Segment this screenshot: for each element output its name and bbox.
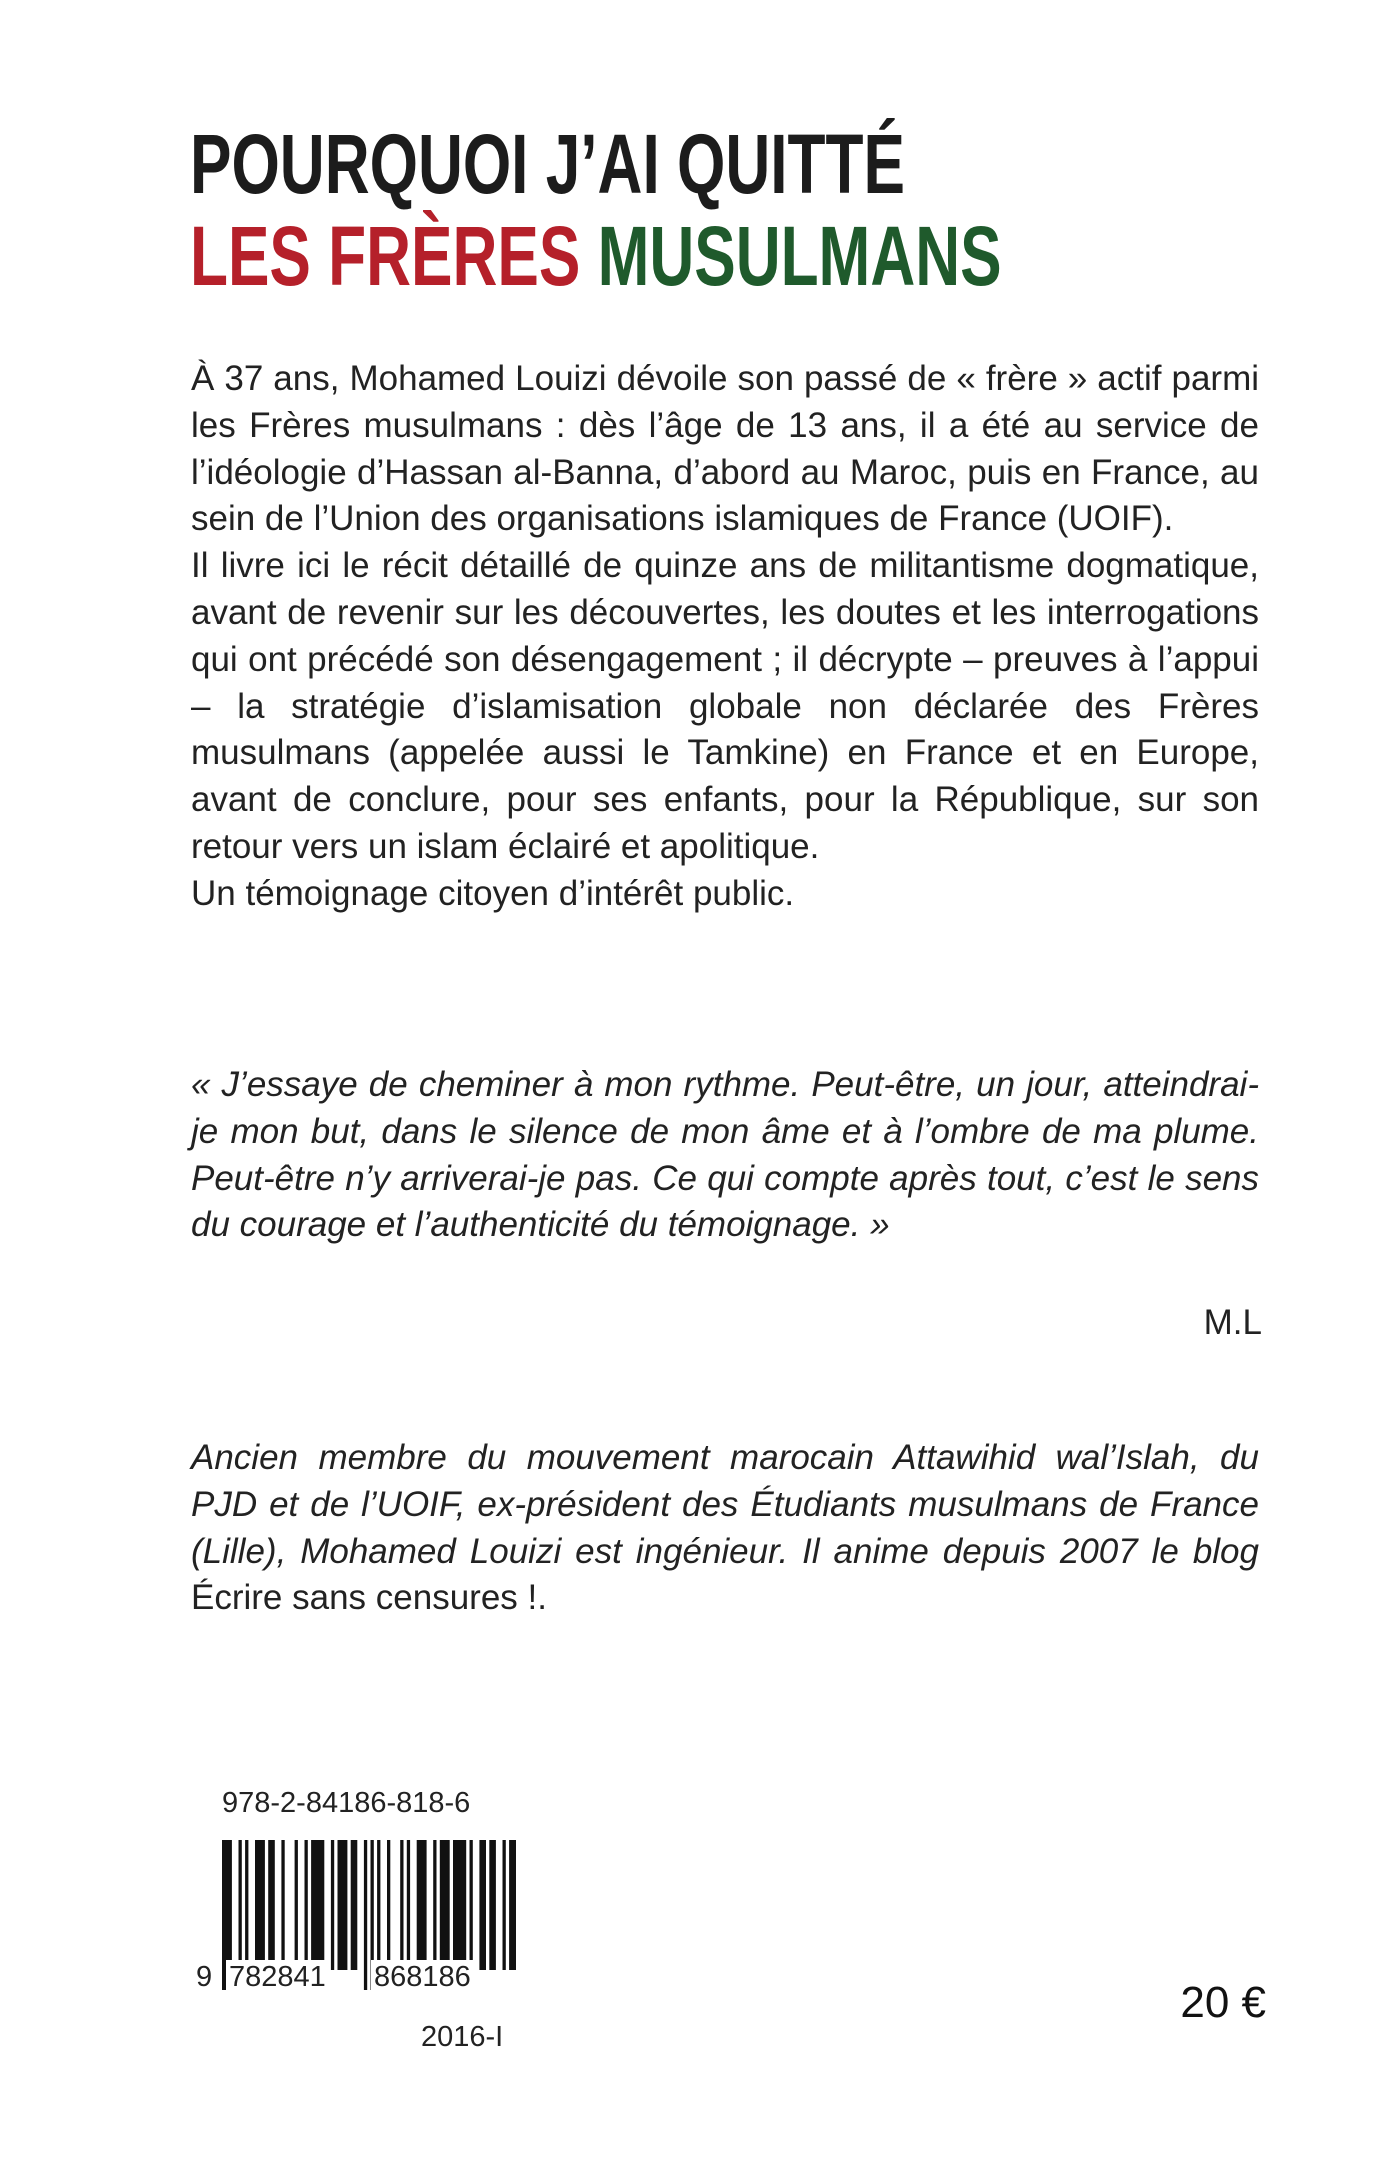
barcode-bar bbox=[387, 1840, 390, 1970]
barcode-bar bbox=[407, 1840, 410, 1970]
barcode-bar bbox=[440, 1840, 450, 1970]
title-green-part: MUSULMANS bbox=[597, 209, 1002, 303]
barcode-bar bbox=[503, 1840, 506, 1970]
barcode-bar bbox=[489, 1840, 496, 1970]
barcode-bar bbox=[417, 1840, 427, 1970]
author-bio bbox=[191, 1435, 1259, 1622]
author-quote bbox=[191, 1062, 1259, 1249]
barcode-bar bbox=[338, 1840, 348, 1970]
barcode-bar bbox=[351, 1840, 358, 1970]
barcode-bar bbox=[281, 1840, 284, 1970]
price: 20 € bbox=[1180, 1978, 1266, 2027]
barcode-bar bbox=[305, 1840, 308, 1970]
barcode-digits-left: 782841 bbox=[226, 1960, 329, 1994]
barcode-bar bbox=[509, 1840, 516, 1970]
barcode-bar bbox=[295, 1840, 298, 1970]
print-code: 2016-I bbox=[421, 2021, 504, 2053]
barcode-bars bbox=[196, 1836, 516, 2022]
title-red-part: LES FRÈRES bbox=[190, 209, 581, 303]
title-line-2 bbox=[190, 209, 1002, 303]
summary-paragraph-1: À 37 ans, Mohamed Louizi dévoile son passé de « frère » actif parmi les Frères musulmans : dès l’âge de 13 ans, il a été au service de l’idéologie d’Hassan al-Banna, d’abord au Maroc, puis en France, au sein de l’Union des organisations islamiques de France (UOIF). bbox=[191, 359, 1259, 539]
barcode-bar bbox=[433, 1840, 436, 1970]
summary-paragraph-2: Il livre ici le récit détaillé de quinze ans de militantisme dogmatique, avant de revenir sur les découvertes, les doutes et les interrogations qui ont précédé son désengagement ; il décrypte – preuves à l’appui – la stratégie d’islamisation globale non déclarée des Frères musulmans (appelée aussi le Tamkine) en France et en Europe, avant de conclure, pour ses enfants, pour la République, sur son retour vers un islam éclairé et apolitique. bbox=[191, 546, 1259, 866]
barcode-digit-first: 9 bbox=[196, 1961, 213, 1993]
quote-signature: M.L bbox=[1203, 1303, 1262, 1342]
barcode-bar bbox=[331, 1840, 334, 1970]
isbn-number: 978-2-84186-818-6 bbox=[222, 1787, 471, 1819]
barcode-bar bbox=[268, 1840, 275, 1970]
title-line-1: POURQUOI J’AI QUITTÉ bbox=[190, 117, 905, 211]
barcode-bar bbox=[364, 1840, 367, 1990]
barcode-bar bbox=[255, 1840, 265, 1970]
barcode-digits-right: 868186 bbox=[371, 1960, 474, 1994]
blog-name: Écrire sans censures ! bbox=[191, 1578, 538, 1618]
bio-text: Ancien membre du mouvement marocain Attawihid wal’Islah, du PJD et de l’UOIF, ex-président des Étudiants musulmans de France (Lille), Mohamed Louizi est ingénieur. Il anime depuis 2007 le blog bbox=[191, 1438, 1259, 1571]
barcode-bar bbox=[479, 1840, 486, 1970]
barcode-bar bbox=[453, 1840, 466, 1970]
barcode-bar bbox=[245, 1840, 248, 1970]
barcode-bar bbox=[470, 1840, 473, 1970]
barcode-bar bbox=[311, 1840, 324, 1970]
bio-end: . bbox=[537, 1578, 547, 1618]
barcode bbox=[196, 1836, 516, 2022]
book-summary bbox=[191, 356, 1259, 918]
book-title bbox=[190, 117, 1002, 303]
quote-text: « J’essaye de cheminer à mon rythme. Peut-être, un jour, atteindrai-je mon but, dans le silence de mon âme et à l’ombre de ma plume. Peut-être n’y arriverai-je pas. Ce qui compte après tout, c’est le sens du courage et l’authenticité du témoignage. » bbox=[191, 1065, 1259, 1245]
barcode-bar bbox=[400, 1840, 403, 1970]
summary-paragraph-3: Un témoignage citoyen d’intérêt public. bbox=[191, 873, 795, 913]
